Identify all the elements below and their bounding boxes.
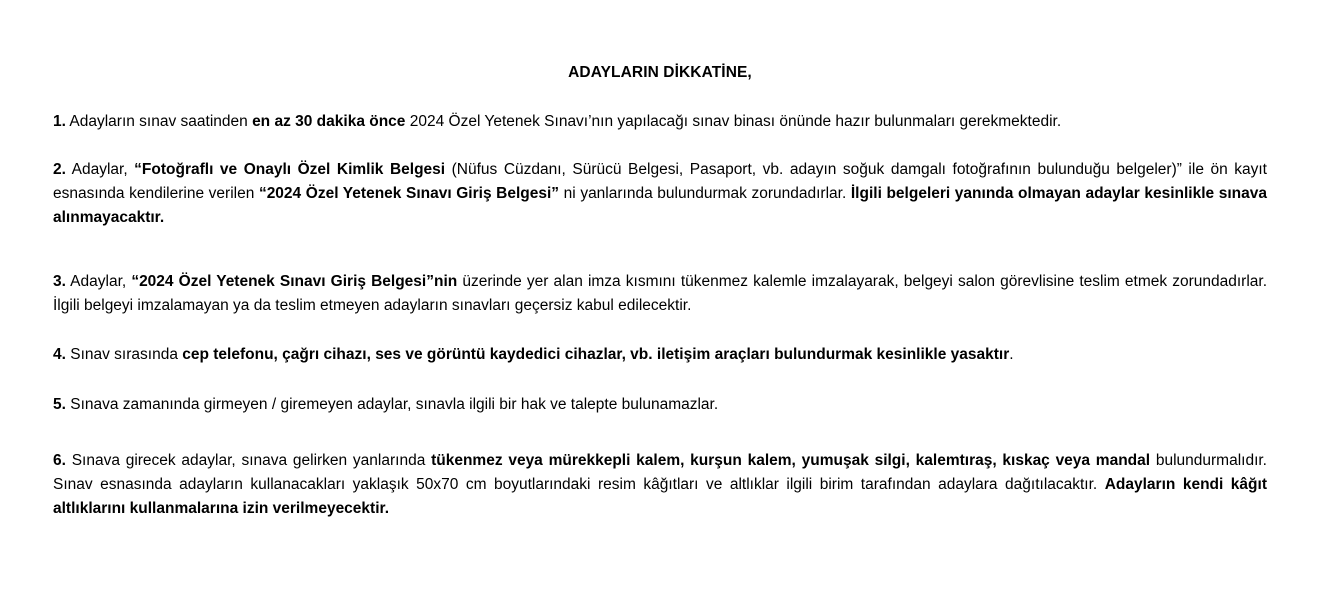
item-text: . (1009, 346, 1014, 363)
item-text: (Nüfus Cüzdanı, Sürücü Belgesi, Pasaport, vb. adayın soğuk damgalı fotoğrafının bulunduğu belgeler)” ile ön kayıt esnasında kendilerine verilen (53, 161, 1267, 202)
item-text: Sınava zamanında girmeyen / giremeyen adaylar, sınavla ilgili bir hak ve talepte bulunamazlar. (65, 396, 719, 413)
instruction-item-3 (53, 270, 1267, 318)
item-number: 2. (53, 161, 66, 178)
item-bold-text: “2024 Özel Yetenek Sınavı Giriş Belgesi”nin (131, 273, 458, 290)
instruction-item-1 (53, 110, 1267, 134)
item-text: Adaylar, (65, 161, 135, 178)
item-bold-text: en az 30 dakika önce (252, 113, 406, 130)
item-text: Sınav sırasında (65, 346, 183, 363)
item-bold-text: “Fotoğraflı ve Onaylı Özel Kimlik Belgesi (134, 161, 446, 178)
item-bold-text: tükenmez veya mürekkepli kalem, kurşun kalem, yumuşak silgi, kalemtıraş, kıskaç veya mandal (431, 452, 1151, 469)
item-bold-text: “2024 Özel Yetenek Sınavı Giriş Belgesi” (258, 185, 560, 202)
item-text: bulundurmalıdır. Sınav esnasında adayların kullanacakları yaklaşık 50x70 cm boyutlarındaki resim kâğıtları ve altlıklar ilgili birim tarafından adaylara dağıtılacaktır. (53, 452, 1267, 493)
instruction-item-4 (53, 343, 1267, 367)
item-number: 6. (53, 452, 66, 469)
item-text: ni yanlarında bulundurmak zorundadırlar. (559, 185, 851, 202)
item-text: 2024 Özel Yetenek Sınavı’nın yapılacağı sınav binası önünde hazır bulunmaları gerekmektedir. (405, 113, 1062, 130)
instruction-item-2 (53, 158, 1267, 230)
document-title: ADAYLARIN DİKKATİNE, (568, 64, 752, 81)
instruction-item-6 (53, 449, 1267, 521)
item-text: Sınava girecek adaylar, sınava gelirken yanlarında (65, 452, 432, 469)
item-number: 1. (53, 113, 66, 130)
item-number: 5. (53, 396, 66, 413)
item-bold-text: İlgili belgeleri yanında olmayan adaylar kesinlikle sınava alınmayacaktır. (53, 185, 1267, 226)
item-number: 3. (53, 273, 66, 290)
item-text: üzerinde yer alan imza kısmını tükenmez kalemle imzalayarak, belgeyi salon görevlisine teslim etmek zorundadırlar. İlgili belgeyi imzalamayan ya da teslim etmeyen adayların sınavları geçersiz kabul edilecektir. (53, 273, 1268, 314)
item-bold-text: Adayların kendi kâğıt altlıklarını kullanmalarına izin verilmeyecektir. (53, 476, 1267, 517)
instruction-item-5 (53, 393, 1267, 417)
item-bold-text: cep telefonu, çağrı cihazı, ses ve görüntü kaydedici cihazlar, vb. iletişim araçları bulundurmak kesinlikle yasaktır (182, 346, 1010, 363)
item-text: Adaylar, (65, 273, 132, 290)
item-text: Adayların sınav saatinden (65, 113, 253, 130)
item-number: 4. (53, 346, 66, 363)
